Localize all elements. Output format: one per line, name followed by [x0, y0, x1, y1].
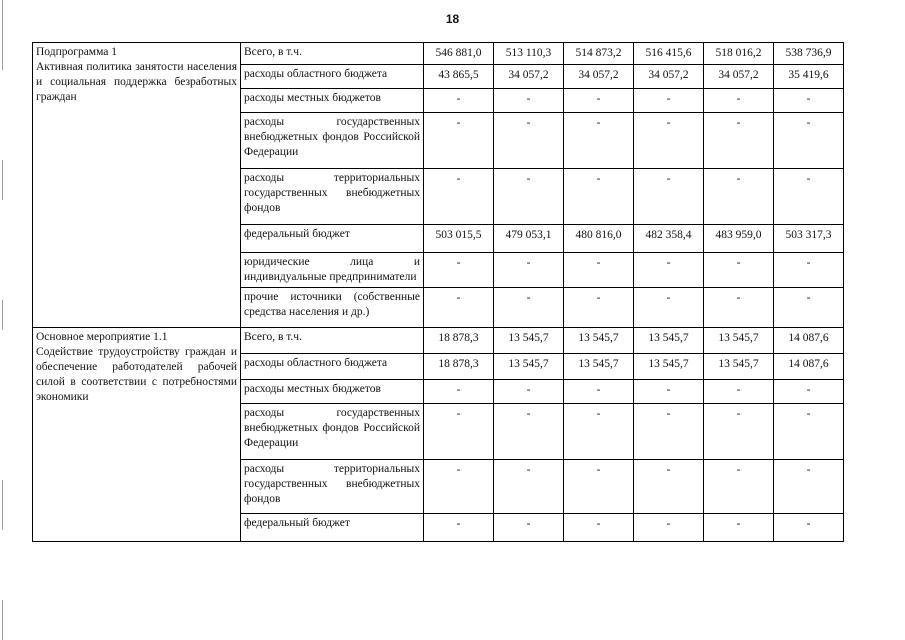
amount-cell: -: [634, 380, 704, 404]
amount-cell: -: [634, 169, 704, 225]
amount-cell: -: [704, 514, 774, 542]
amount-cell: 538 736,9: [774, 43, 844, 65]
amount-cell: -: [424, 113, 494, 169]
amount-cell: -: [634, 113, 704, 169]
amount-cell: -: [774, 288, 844, 328]
budget-table: [32, 42, 844, 542]
amount-cell: 13 545,7: [704, 354, 774, 380]
program-description: Активная политика занятости населения и социальная поддержка безработных граждан: [36, 61, 237, 103]
funding-source-label: Всего, в т.ч.: [241, 43, 424, 65]
amount-cell: -: [704, 288, 774, 328]
amount-cell: -: [424, 514, 494, 542]
amount-cell: 43 865,5: [424, 65, 494, 89]
scan-edge-mark: [2, 480, 3, 530]
amount-cell: -: [564, 169, 634, 225]
program-title: Основное мероприятие 1.1: [36, 331, 168, 343]
amount-cell: 35 419,6: [774, 65, 844, 89]
amount-cell: -: [424, 380, 494, 404]
table-row: [33, 328, 844, 354]
amount-cell: -: [494, 404, 564, 460]
amount-cell: 503 317,3: [774, 225, 844, 253]
amount-cell: 13 545,7: [564, 328, 634, 354]
amount-cell: -: [494, 253, 564, 288]
amount-cell: -: [494, 514, 564, 542]
amount-cell: 546 881,0: [424, 43, 494, 65]
funding-source-label: юридические лица и индивидуальные предприниматели: [241, 253, 424, 288]
amount-cell: -: [774, 514, 844, 542]
amount-cell: -: [634, 253, 704, 288]
amount-cell: -: [564, 404, 634, 460]
amount-cell: 13 545,7: [494, 354, 564, 380]
table-row: [33, 43, 844, 65]
amount-cell: -: [634, 404, 704, 460]
funding-source-label: федеральный бюджет: [241, 514, 424, 542]
amount-cell: -: [424, 89, 494, 113]
amount-cell: 34 057,2: [564, 65, 634, 89]
funding-source-label: расходы государственных внебюджетных фондов Российской Федерации: [241, 404, 424, 460]
amount-cell: -: [564, 253, 634, 288]
amount-cell: 34 057,2: [494, 65, 564, 89]
amount-cell: -: [774, 253, 844, 288]
scan-edge-mark: [2, 160, 3, 200]
amount-cell: -: [564, 380, 634, 404]
amount-cell: 34 057,2: [704, 65, 774, 89]
amount-cell: 513 110,3: [494, 43, 564, 65]
funding-source-label: расходы областного бюджета: [241, 65, 424, 89]
amount-cell: -: [494, 380, 564, 404]
amount-cell: -: [494, 89, 564, 113]
amount-cell: -: [494, 169, 564, 225]
table-body: [33, 43, 844, 542]
amount-cell: 482 358,4: [634, 225, 704, 253]
amount-cell: -: [494, 288, 564, 328]
scan-edge-mark: [2, 300, 3, 330]
amount-cell: -: [634, 514, 704, 542]
amount-cell: -: [424, 169, 494, 225]
amount-cell: -: [704, 460, 774, 514]
funding-source-label: расходы территориальных государственных внебюджетных фондов: [241, 169, 424, 225]
amount-cell: -: [634, 288, 704, 328]
amount-cell: -: [774, 404, 844, 460]
amount-cell: -: [424, 460, 494, 514]
amount-cell: 14 087,6: [774, 328, 844, 354]
page-number: 18: [445, 12, 460, 26]
amount-cell: 14 087,6: [774, 354, 844, 380]
funding-source-label: прочие источники (собственные средства населения и др.): [241, 288, 424, 328]
program-cell: [33, 328, 241, 542]
amount-cell: -: [424, 253, 494, 288]
amount-cell: 514 873,2: [564, 43, 634, 65]
amount-cell: 516 415,6: [634, 43, 704, 65]
amount-cell: -: [704, 113, 774, 169]
amount-cell: 503 015,5: [424, 225, 494, 253]
amount-cell: -: [704, 380, 774, 404]
amount-cell: 13 545,7: [634, 354, 704, 380]
funding-source-label: расходы государственных внебюджетных фондов Российской Федерации: [241, 113, 424, 169]
amount-cell: -: [704, 89, 774, 113]
funding-source-label: расходы местных бюджетов: [241, 380, 424, 404]
amount-cell: 518 016,2: [704, 43, 774, 65]
amount-cell: 13 545,7: [564, 354, 634, 380]
amount-cell: -: [774, 169, 844, 225]
amount-cell: 34 057,2: [634, 65, 704, 89]
amount-cell: 18 878,3: [424, 328, 494, 354]
amount-cell: -: [634, 460, 704, 514]
amount-cell: -: [774, 89, 844, 113]
amount-cell: 479 053,1: [494, 225, 564, 253]
program-description: Содействие трудоустройству граждан и обеспечение работодателей рабочей силой в соответствии с потребностями экономики: [36, 346, 237, 403]
funding-source-label: расходы местных бюджетов: [241, 89, 424, 113]
program-cell: [33, 43, 241, 328]
amount-cell: 18 878,3: [424, 354, 494, 380]
amount-cell: -: [774, 113, 844, 169]
amount-cell: -: [424, 404, 494, 460]
amount-cell: -: [494, 460, 564, 514]
amount-cell: 13 545,7: [634, 328, 704, 354]
amount-cell: 13 545,7: [704, 328, 774, 354]
amount-cell: -: [564, 89, 634, 113]
amount-cell: 13 545,7: [494, 328, 564, 354]
amount-cell: -: [564, 288, 634, 328]
funding-source-label: Всего, в т.ч.: [241, 328, 424, 354]
scan-edge-mark: [2, 0, 3, 70]
amount-cell: -: [704, 169, 774, 225]
program-title: Подпрограмма 1: [36, 46, 118, 58]
amount-cell: -: [564, 514, 634, 542]
funding-source-label: федеральный бюджет: [241, 225, 424, 253]
amount-cell: -: [774, 380, 844, 404]
funding-source-label: расходы территориальных государственных внебюджетных фондов: [241, 460, 424, 514]
amount-cell: -: [774, 460, 844, 514]
amount-cell: 483 959,0: [704, 225, 774, 253]
amount-cell: -: [704, 404, 774, 460]
amount-cell: -: [704, 253, 774, 288]
funding-source-label: расходы областного бюджета: [241, 354, 424, 380]
amount-cell: -: [564, 460, 634, 514]
amount-cell: 480 816,0: [564, 225, 634, 253]
amount-cell: -: [564, 113, 634, 169]
scan-edge-mark: [2, 600, 3, 640]
amount-cell: -: [494, 113, 564, 169]
amount-cell: -: [634, 89, 704, 113]
amount-cell: -: [424, 288, 494, 328]
